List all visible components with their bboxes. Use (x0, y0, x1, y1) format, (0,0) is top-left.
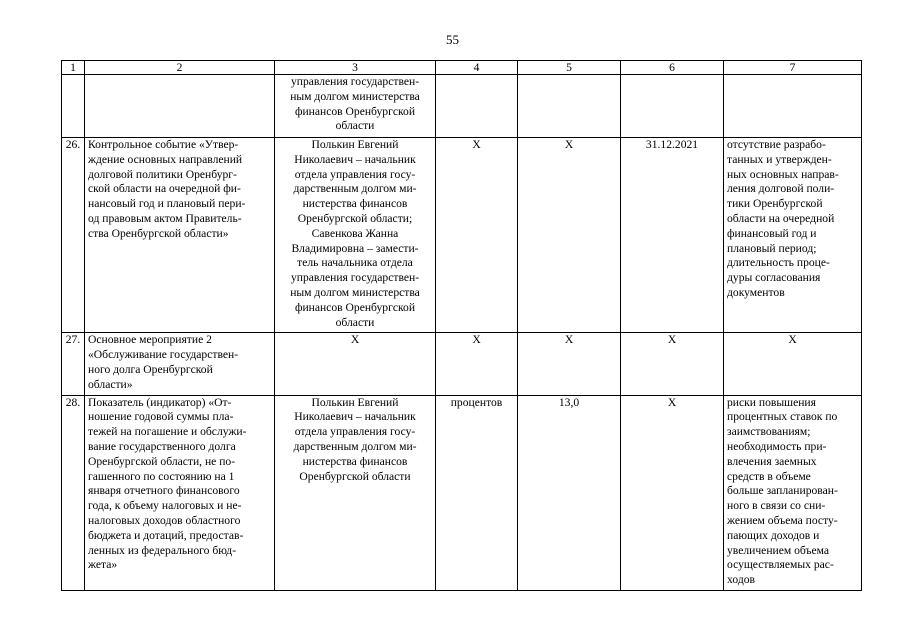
row-unit: X (436, 333, 518, 395)
column-header: 4 (436, 61, 518, 75)
column-header: 6 (621, 61, 724, 75)
row-risks: X (724, 333, 862, 395)
row-unit: процентов (436, 395, 518, 590)
table-row (62, 333, 862, 395)
row-responsible: управления государствен- ным долгом министерства финансов Оренбургской области (275, 75, 436, 138)
row-date (621, 75, 724, 138)
row-number: 26. (62, 138, 85, 333)
row-risks: риски повышения процентных ставок по заимствованиям; необходимость при- влечения заемных средств в объеме больше запланирован- ного в связи со сни- жением объема посту- пающих доходов и увеличением объема осуществляемых рас- ходов (724, 395, 862, 590)
row-date: X (621, 333, 724, 395)
column-header: 1 (62, 61, 85, 75)
row-value: 13,0 (518, 395, 621, 590)
row-responsible: Полькин Евгений Николаевич – начальник отдела управления госу- дарственным долгом ми- нистерства финансов Оренбургской области; Савенкова Жанна Владимировна – замести- тель начальника отдела управления государствен- ным долгом министерства финансов Оренбургской области (275, 138, 436, 333)
row-name: Основное мероприятие 2 «Обслуживание государствен- ного долга Оренбургской области» (85, 333, 275, 395)
row-number (62, 75, 85, 138)
column-header: 3 (275, 61, 436, 75)
table-row (62, 75, 862, 138)
page-number: 55 (446, 32, 459, 47)
row-unit (436, 75, 518, 138)
row-unit: X (436, 138, 518, 333)
table-header-row (62, 61, 862, 75)
row-value: X (518, 333, 621, 395)
row-risks (724, 75, 862, 138)
row-number: 27. (62, 333, 85, 395)
column-header: 5 (518, 61, 621, 75)
row-value: X (518, 138, 621, 333)
row-number: 28. (62, 395, 85, 590)
row-risks: отсутствие разрабо- танных и утвержден- ных основных направ- ления долговой поли- тики Оренбургской области на очередной финансовый год и плановый период; длительность проце- дуры согласования документов (724, 138, 862, 333)
row-date: X (621, 395, 724, 590)
row-responsible: Полькин Евгений Николаевич – начальник отдела управления госу- дарственным долгом ми- нистерства финансов Оренбургской области (275, 395, 436, 590)
row-name: Контрольное событие «Утвер- ждение основных направлений долговой политики Оренбург- ской области на очередной фи- нансовый год и плановый пери- од правовым актом Правитель- ства Оренбургской области» (85, 138, 275, 333)
row-name: Показатель (индикатор) «От- ношение годовой суммы пла- тежей на погашение и обслужи- вание государственного долга Оренбургской области, не по- гашенного по состоянию на 1 января отчетного финансового года, к объему налоговых и не- налоговых доходов областного бюджета и дотаций, предостав- ленных из федерального бюд- жета» (85, 395, 275, 590)
row-name (85, 75, 275, 138)
plan-table (61, 60, 862, 591)
column-header: 7 (724, 61, 862, 75)
row-responsible: X (275, 333, 436, 395)
row-value (518, 75, 621, 138)
column-header: 2 (85, 61, 275, 75)
table-row (62, 138, 862, 333)
table-row (62, 395, 862, 590)
row-date: 31.12.2021 (621, 138, 724, 333)
